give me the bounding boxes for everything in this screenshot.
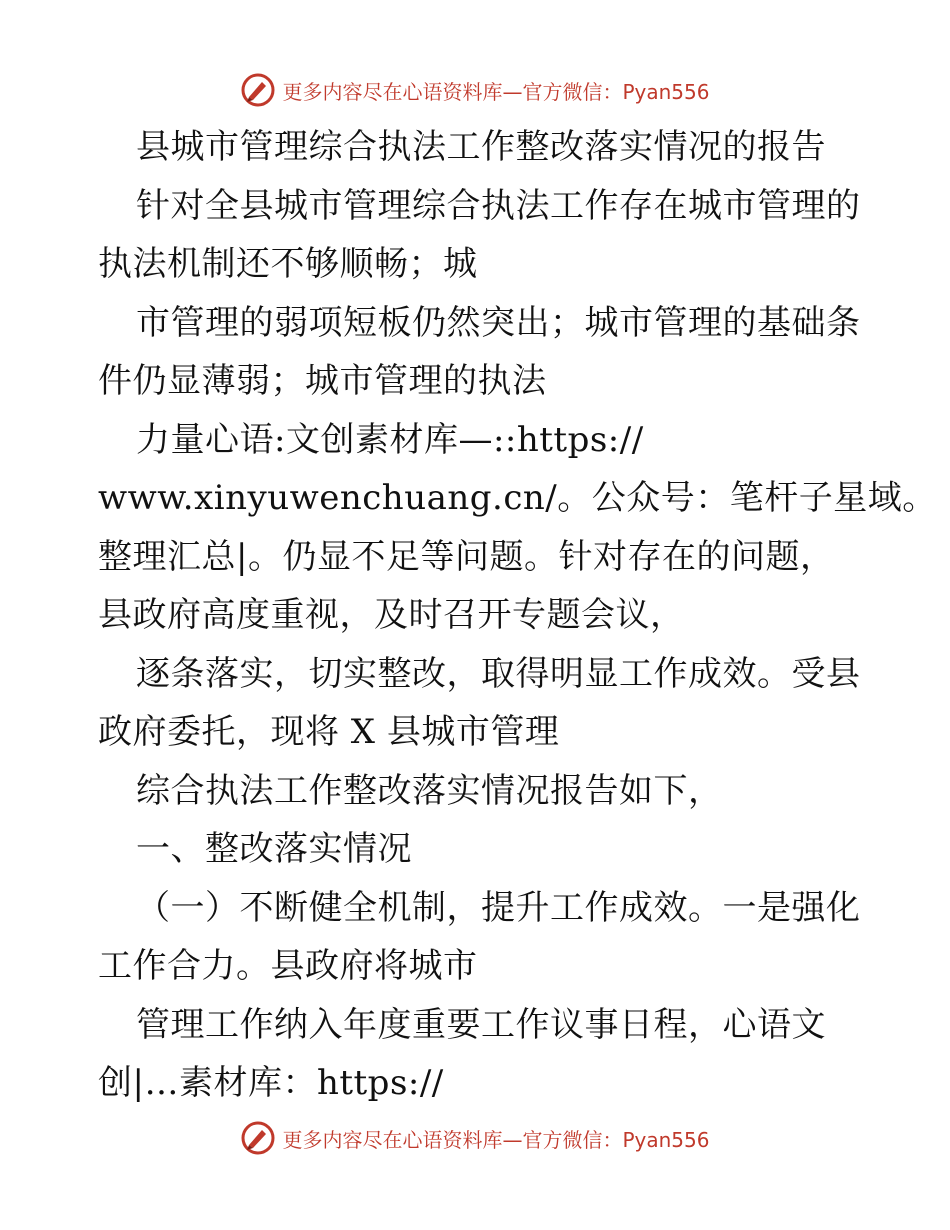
- footer-banner: [0, 1118, 950, 1158]
- paragraph-line: 工作合力。县政府将城市: [98, 946, 478, 986]
- paragraph-line: 市管理的弱项短板仍然突出；城市管理的基础条: [136, 302, 861, 343]
- header-banner-text: 更多内容尽在心语资料库—官方微信：Pyan556: [282, 79, 710, 104]
- paragraph-line: （一）不断健全机制，提升工作成效。一是强化: [136, 887, 861, 928]
- paragraph-line: 县政府高度重视，及时召开专题会议，: [98, 595, 685, 635]
- section-heading: 一、整改落实情况: [136, 829, 412, 869]
- paragraph-line: 力量心语:文创素材库—::https://: [136, 419, 644, 460]
- document-body: [98, 118, 937, 1113]
- pen-logo-icon: [240, 1120, 276, 1156]
- paragraph-line: 创|…素材库：https://: [98, 1063, 444, 1103]
- paragraph-line: 执法机制还不够顺畅；城: [98, 244, 478, 284]
- paragraph-line: 针对全县城市管理综合执法工作存在城市管理的: [136, 185, 861, 226]
- paragraph-line: www.xinyuwenchuang.cn/。公众号：笔杆子星域。: [98, 478, 937, 518]
- header-banner: [0, 70, 950, 110]
- document-title: 县城市管理综合执法工作整改落实情况的报告: [136, 127, 826, 167]
- pen-logo-icon: [240, 72, 276, 108]
- paragraph-line: 件仍显薄弱；城市管理的执法: [98, 361, 547, 401]
- paragraph-line: 逐条落实，切实整改，取得明显工作成效。受县: [136, 653, 861, 694]
- paragraph-line: 政府委托，现将 X 县城市管理: [98, 712, 560, 752]
- footer-banner-text: 更多内容尽在心语资料库—官方微信：Pyan556: [282, 1127, 710, 1152]
- paragraph-line: 整理汇总|。仍显不足等问题。针对存在的问题，: [98, 536, 835, 577]
- paragraph-line: 管理工作纳入年度重要工作议事日程，心语文: [136, 1004, 826, 1045]
- paragraph-line: 综合执法工作整改落实情况报告如下，: [136, 770, 723, 811]
